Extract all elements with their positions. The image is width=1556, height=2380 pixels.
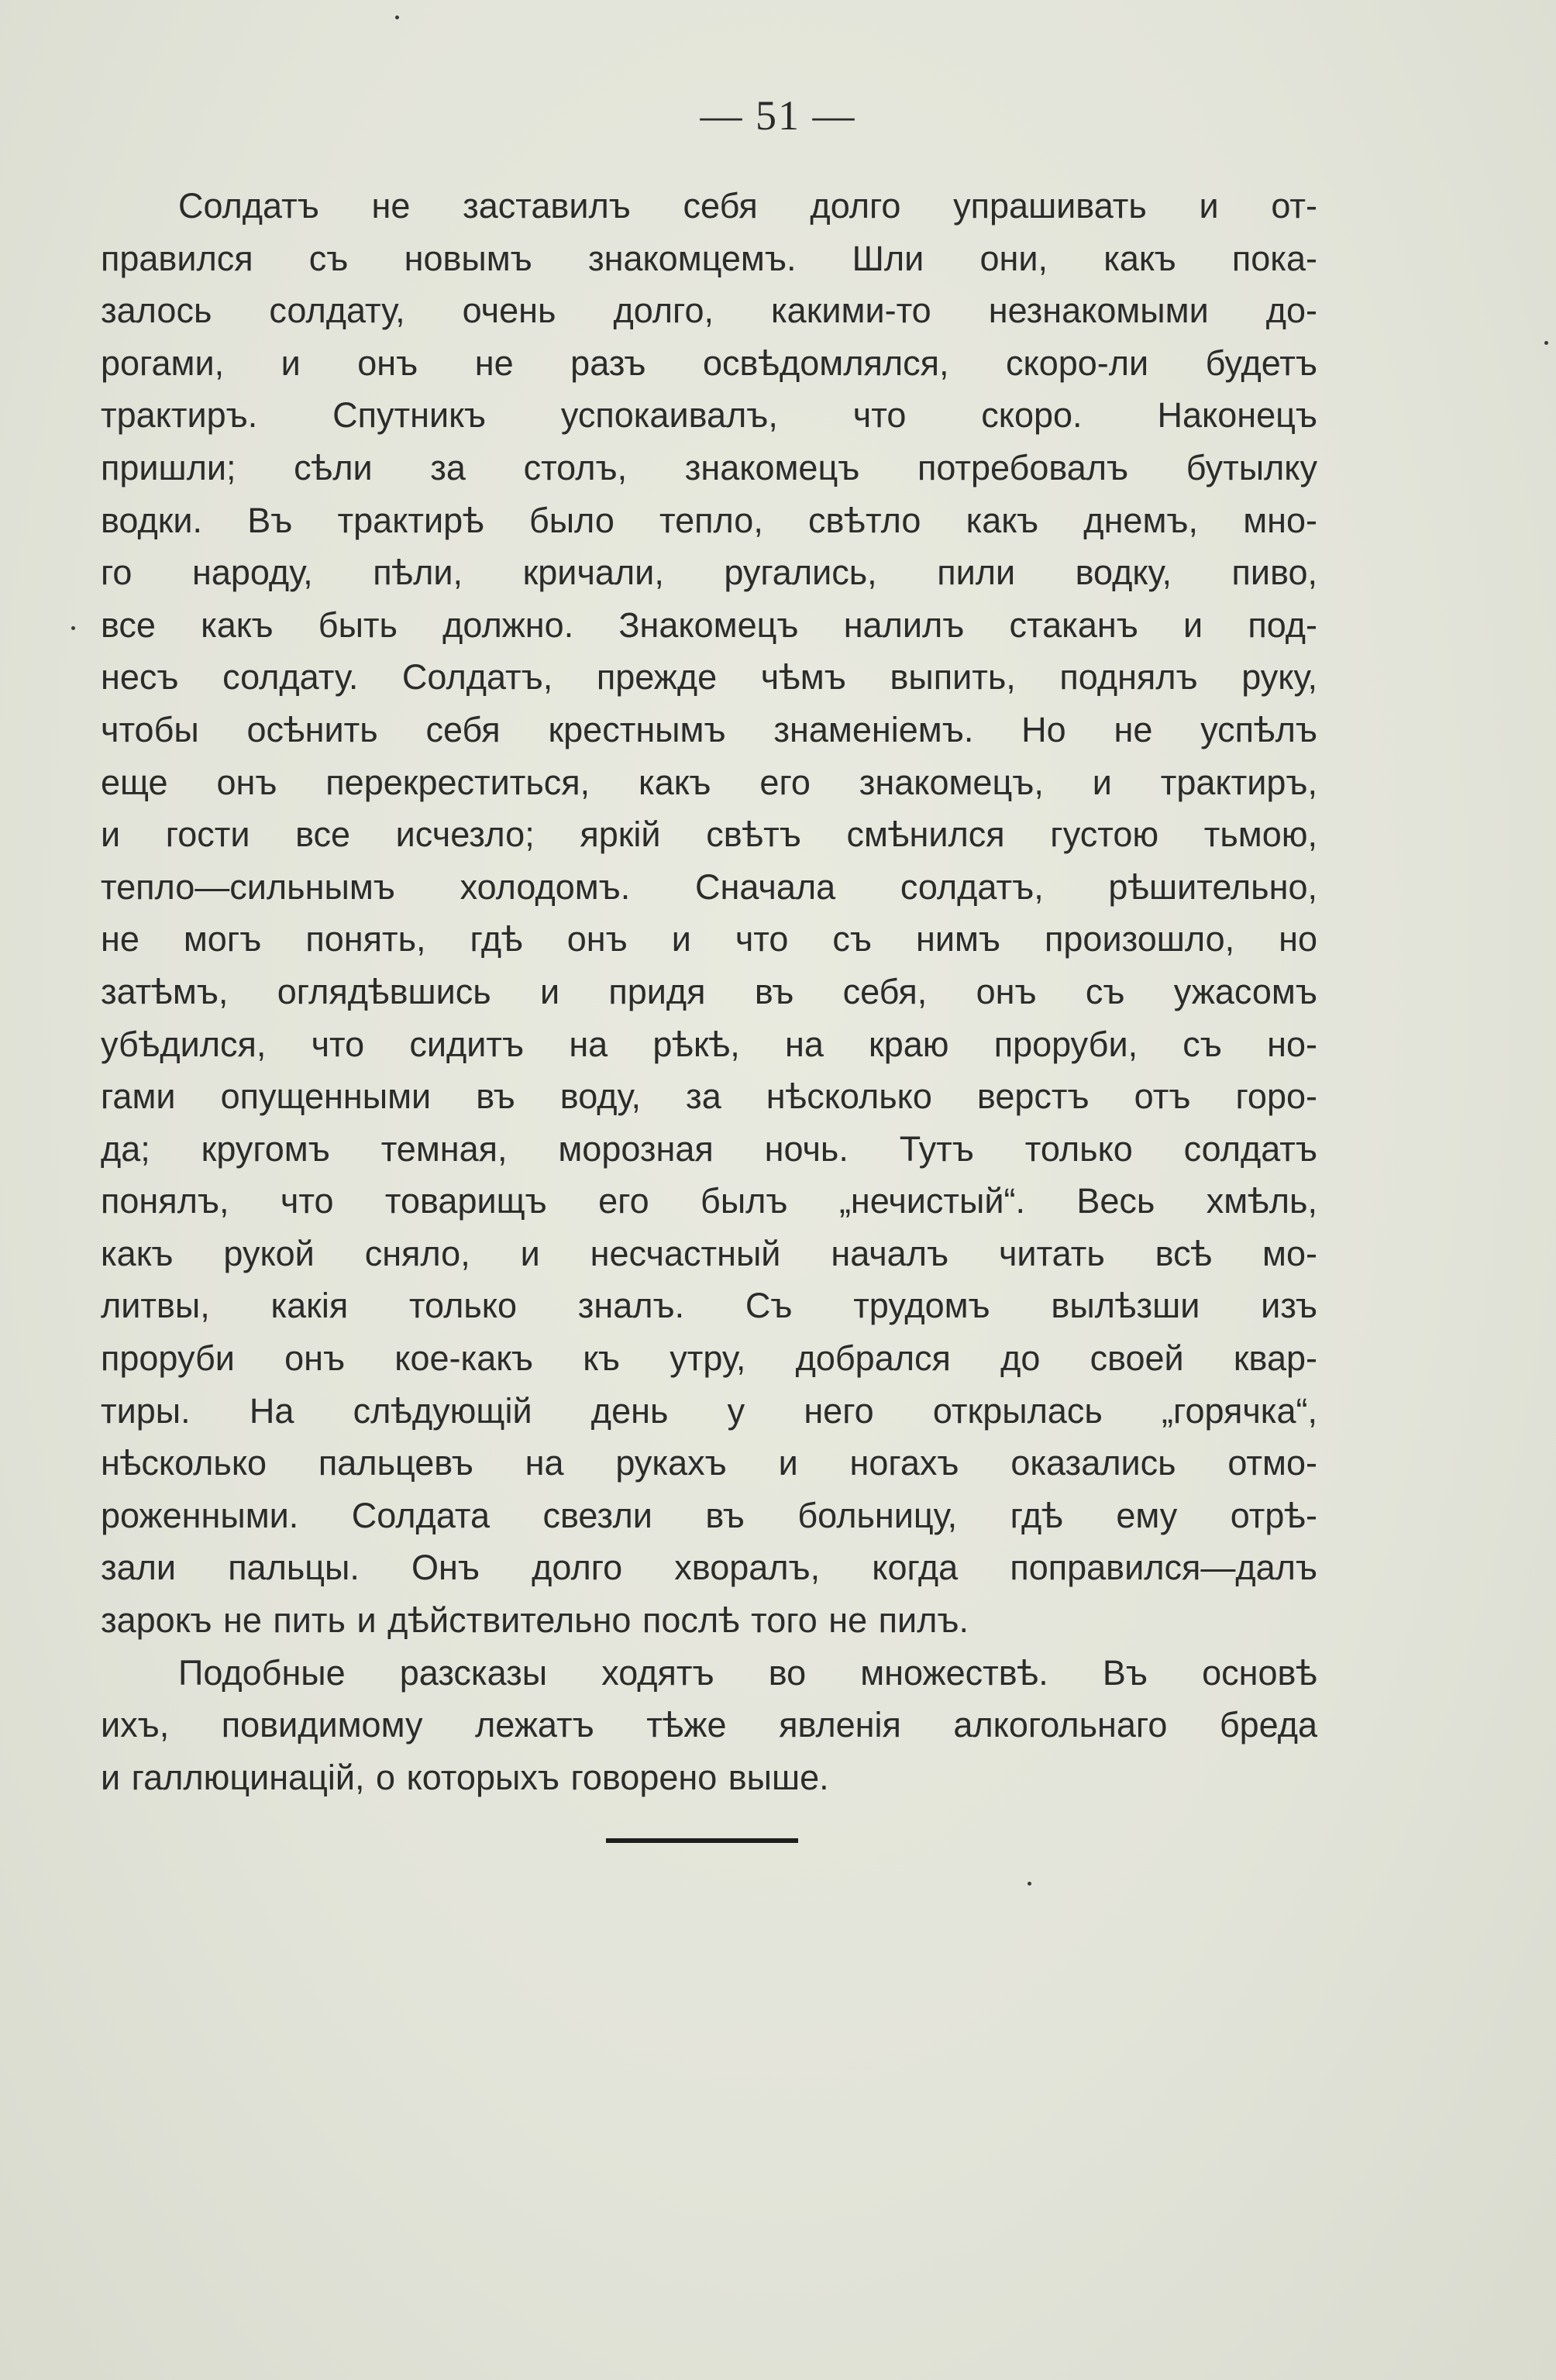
text-line: тиры. На слѣдующій день у него открылась „горячка“, <box>101 1390 1317 1431</box>
paper-speck <box>71 626 75 630</box>
text-line: нѣсколько пальцевъ на рукахъ и ногахъ оказались отмо- <box>101 1443 1317 1483</box>
text-line: трактиръ. Спутникъ успокаивалъ, что скоро. Наконецъ <box>101 395 1317 436</box>
text-line: понялъ, что товарищъ его былъ „нечистый“. Весь хмѣль, <box>101 1181 1317 1221</box>
text-line: убѣдился, что сидитъ на рѣкѣ, на краю проруби, съ но- <box>101 1024 1317 1064</box>
text-line: го народу, пѣли, кричали, ругались, пили водку, пиво, <box>101 553 1317 593</box>
text-line: еще онъ перекреститься, какъ его знакомецъ, и трактиръ, <box>101 762 1317 802</box>
text-line: водки. Въ трактирѣ было тепло, свѣтло какъ днемъ, мно- <box>101 500 1317 540</box>
page-number: — 51 — <box>700 92 856 139</box>
text-line: залось солдату, очень долго, какими-то незнакомыми до- <box>101 291 1317 331</box>
text-line: правился съ новымъ знакомцемъ. Шли они, какъ пока- <box>101 238 1317 278</box>
text-line: чтобы осѣнить себя крестнымъ знаменіемъ. Но не успѣлъ <box>101 709 1317 749</box>
text-line: зарокъ не пить и дѣйствительно послѣ того не пилъ. <box>101 1600 969 1641</box>
text-line: зали пальцы. Онъ долго хворалъ, когда поправился—далъ <box>101 1548 1317 1588</box>
text-line: Подобные разсказы ходятъ во множествѣ. Въ основѣ <box>178 1652 1317 1693</box>
paragraph-2 <box>101 1647 1317 1804</box>
end-rule <box>606 1838 798 1843</box>
text-line: проруби онъ кое-какъ къ утру, добрался до своей квар- <box>101 1338 1317 1379</box>
paragraph-1 <box>101 180 1317 1647</box>
text-line: ихъ, повидимому лежатъ тѣже явленія алкогольнаго бреда <box>101 1705 1317 1745</box>
text-line: не могъ понять, гдѣ онъ и что съ нимъ произошло, но <box>101 919 1317 959</box>
text-line: какъ рукой сняло, и несчастный началъ читать всѣ мо- <box>101 1233 1317 1273</box>
text-line: несъ солдату. Солдатъ, прежде чѣмъ выпить, поднялъ руку, <box>101 657 1317 697</box>
text-line: гами опущенными въ воду, за нѣсколько верстъ отъ горо- <box>101 1076 1317 1117</box>
text-line: литвы, какія только зналъ. Съ трудомъ вылѣзши изъ <box>101 1286 1317 1326</box>
paper-speck <box>395 15 399 19</box>
text-line: все какъ быть должно. Знакомецъ налилъ стаканъ и под- <box>101 604 1317 645</box>
text-line: Солдатъ не заставилъ себя долго упрашивать и от- <box>178 186 1317 226</box>
text-line: и галлюцинацій, о которыхъ говорено выше. <box>101 1757 829 1797</box>
body-text <box>101 180 1317 1803</box>
text-line: рогами, и онъ не разъ освѣдомлялся, скоро-ли будетъ <box>101 343 1317 383</box>
text-line: и гости все исчезло; яркій свѣтъ смѣнился густою тьмою, <box>101 815 1317 855</box>
text-line: тепло—сильнымъ холодомъ. Сначала солдатъ, рѣшительно, <box>101 866 1317 907</box>
paper-speck <box>1544 341 1548 345</box>
paper-speck <box>1028 1882 1031 1886</box>
text-line: пришли; сѣли за столъ, знакомецъ потребовалъ бутылку <box>101 447 1317 487</box>
text-line: да; кругомъ темная, морозная ночь. Тутъ только солдатъ <box>101 1128 1317 1169</box>
text-line: затѣмъ, оглядѣвшись и придя въ себя, онъ съ ужасомъ <box>101 971 1317 1011</box>
text-line: роженными. Солдата свезли въ больницу, гдѣ ему отрѣ- <box>101 1495 1317 1535</box>
